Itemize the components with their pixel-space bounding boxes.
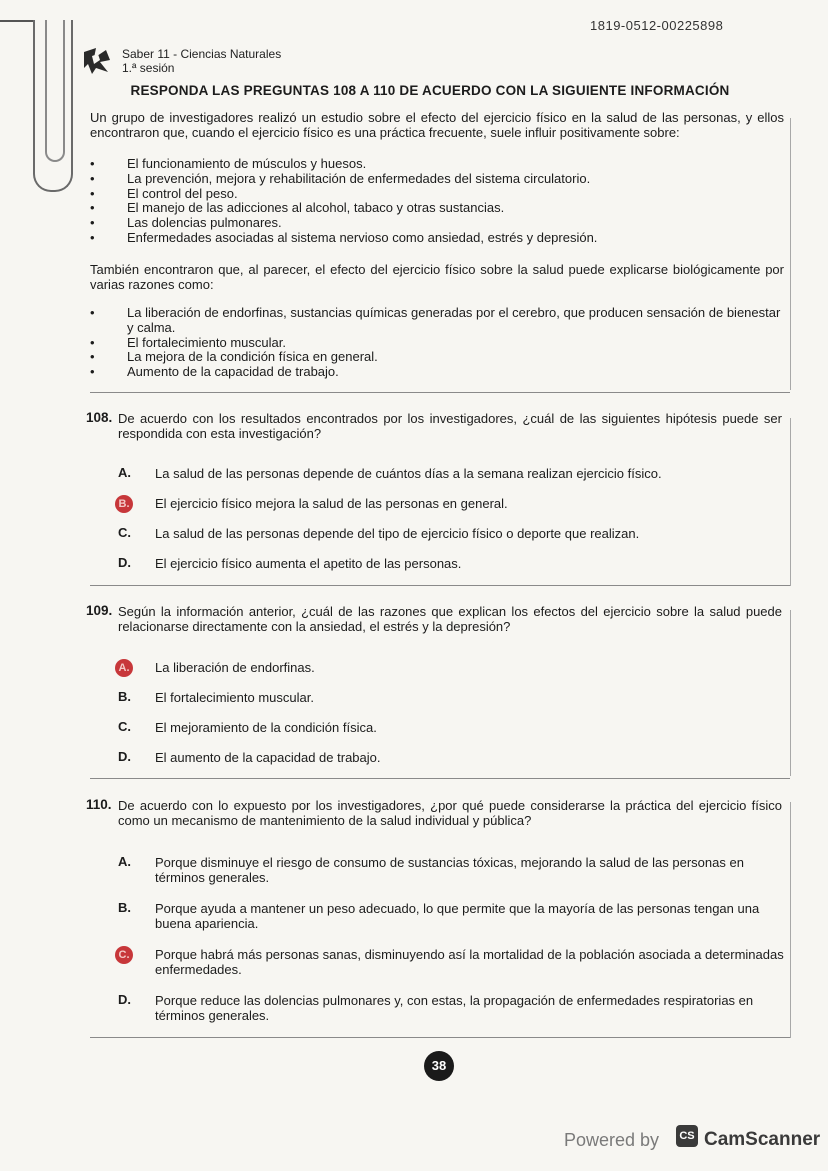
question-text: De acuerdo con lo expuesto por los investigadores, ¿por qué puede considerarse la práctica del ejercicio físico como un mecanismo de mantenimiento de la salud individual y pública?: [118, 798, 782, 828]
exam-title: [122, 47, 281, 75]
option-text: Porque reduce las dolencias pulmonares y, con estas, la propagación de enfermedades respiratorias en términos generales.: [155, 993, 754, 1023]
list-item: • El fortalecimiento muscular.: [90, 336, 784, 351]
question-number: 110.: [86, 797, 112, 812]
q109-right-rule: [790, 610, 791, 776]
instruction-heading: RESPONDA LAS PREGUNTAS 108 A 110 DE ACUERDO CON LA SIGUIENTE INFORMACIÓN: [130, 83, 730, 98]
option-letter: D.: [118, 992, 131, 1007]
section-divider: [90, 778, 790, 779]
list-item: • Las dolencias pulmonares.: [90, 216, 784, 231]
option-letter-marked: [118, 493, 148, 513]
option-text: El aumento de la capacidad de trabajo.: [155, 750, 381, 765]
list-item: • La mejora de la condición física en general.: [90, 350, 784, 365]
option-text: La liberación de endorfinas.: [155, 660, 315, 675]
selected-answer-mark: A.: [115, 659, 133, 677]
question-number: 108.: [86, 410, 113, 425]
question-text: De acuerdo con los resultados encontrados por los investigadores, ¿cuál de las siguientes hipótesis puede ser respondida con esta investigación?: [118, 411, 782, 441]
list-item: • Aumento de la capacidad de trabajo.: [90, 365, 784, 380]
option-letter: D.: [118, 749, 131, 764]
section-divider: [90, 392, 790, 393]
context-second-paragraph: También encontraron que, al parecer, el efecto del ejercicio físico sobre la salud puede explicarse biológicamente por varias razones como:: [90, 262, 784, 292]
list-item: • Enfermedades asociadas al sistema nervioso como ansiedad, estrés y depresión.: [90, 231, 784, 246]
option-letter: B.: [118, 900, 131, 915]
option-letter: A.: [118, 465, 131, 480]
section-divider: [90, 585, 790, 586]
paper-clip-inner: [45, 20, 65, 162]
option-text: La salud de las personas depende del tipo de ejercicio físico o deporte que realizan.: [155, 526, 640, 541]
section-divider: [90, 1037, 790, 1038]
context-intro: Un grupo de investigadores realizó un estudio sobre el efecto del ejercicio físico en la salud de las personas, y ellos encontraron que, cuando el ejercicio físico es una práctica frecuente, suele influir positivamente sobre:: [90, 110, 784, 140]
option-text: El ejercicio físico mejora la salud de las personas en general.: [155, 496, 508, 511]
effects-list: [90, 157, 784, 246]
camscanner-logo-icon: CS: [676, 1125, 698, 1147]
q110-right-rule: [790, 802, 791, 1038]
option-letter-marked: [118, 944, 148, 964]
option-letter: C.: [118, 525, 131, 540]
icfes-logo-icon: [82, 46, 112, 76]
selected-answer-mark: C.: [115, 946, 133, 964]
exam-session: 1.ª sesión: [122, 61, 175, 75]
option-text: Porque disminuye el riesgo de consumo de sustancias tóxicas, mejorando la salud de las personas en términos generales.: [155, 855, 744, 885]
selected-answer-mark: B.: [115, 495, 133, 513]
list-item: • El funcionamiento de músculos y huesos.: [90, 157, 784, 172]
option-letter: A.: [118, 854, 131, 869]
powered-by-text: Powered by: [564, 1130, 660, 1150]
option-text: El ejercicio físico aumenta el apetito de las personas.: [155, 556, 462, 571]
list-item: • La prevención, mejora y rehabilitación de enfermedades del sistema circulatorio.: [90, 172, 784, 187]
option-letter: D.: [118, 555, 131, 570]
list-item: • El control del peso.: [90, 187, 784, 202]
camscanner-brand: CamScanner: [704, 1129, 821, 1150]
option-text: Porque habrá más personas sanas, disminuyendo así la mortalidad de la población asociada a determinadas enfermedades.: [155, 947, 784, 977]
question-number: 109.: [86, 603, 113, 618]
reasons-list: [90, 306, 784, 380]
option-text: El mejoramiento de la condición física.: [155, 720, 377, 735]
option-letter-marked: [118, 657, 148, 677]
option-letter: B.: [118, 689, 131, 704]
option-text: La salud de las personas depende de cuántos días a la semana realizan ejercicio físico.: [155, 466, 662, 481]
document-id: 1819-0512-00225898: [590, 18, 724, 33]
list-item: • El manejo de las adicciones al alcohol, tabaco y otras sustancias.: [90, 201, 784, 216]
page-number-badge: 38: [424, 1051, 454, 1081]
context-right-rule: [790, 118, 791, 390]
exam-name: Saber 11 - Ciencias Naturales: [122, 47, 282, 61]
question-text: Según la información anterior, ¿cuál de las razones que explican los efectos del ejercicio sobre la salud puede relacionarse directamente con la ansiedad, el estrés y la depresión?: [118, 604, 782, 634]
list-item: • La liberación de endorfinas, sustancias químicas generadas por el cerebro, que producen sensación de bienestar y calma.: [90, 306, 784, 336]
option-text: El fortalecimiento muscular.: [155, 690, 314, 705]
q108-right-rule: [790, 418, 791, 586]
option-text: Porque ayuda a mantener un peso adecuado, lo que permite que la mayoría de las personas tengan una buena apariencia.: [155, 901, 760, 931]
option-letter: C.: [118, 719, 131, 734]
scan-edge-mark: [0, 20, 34, 22]
